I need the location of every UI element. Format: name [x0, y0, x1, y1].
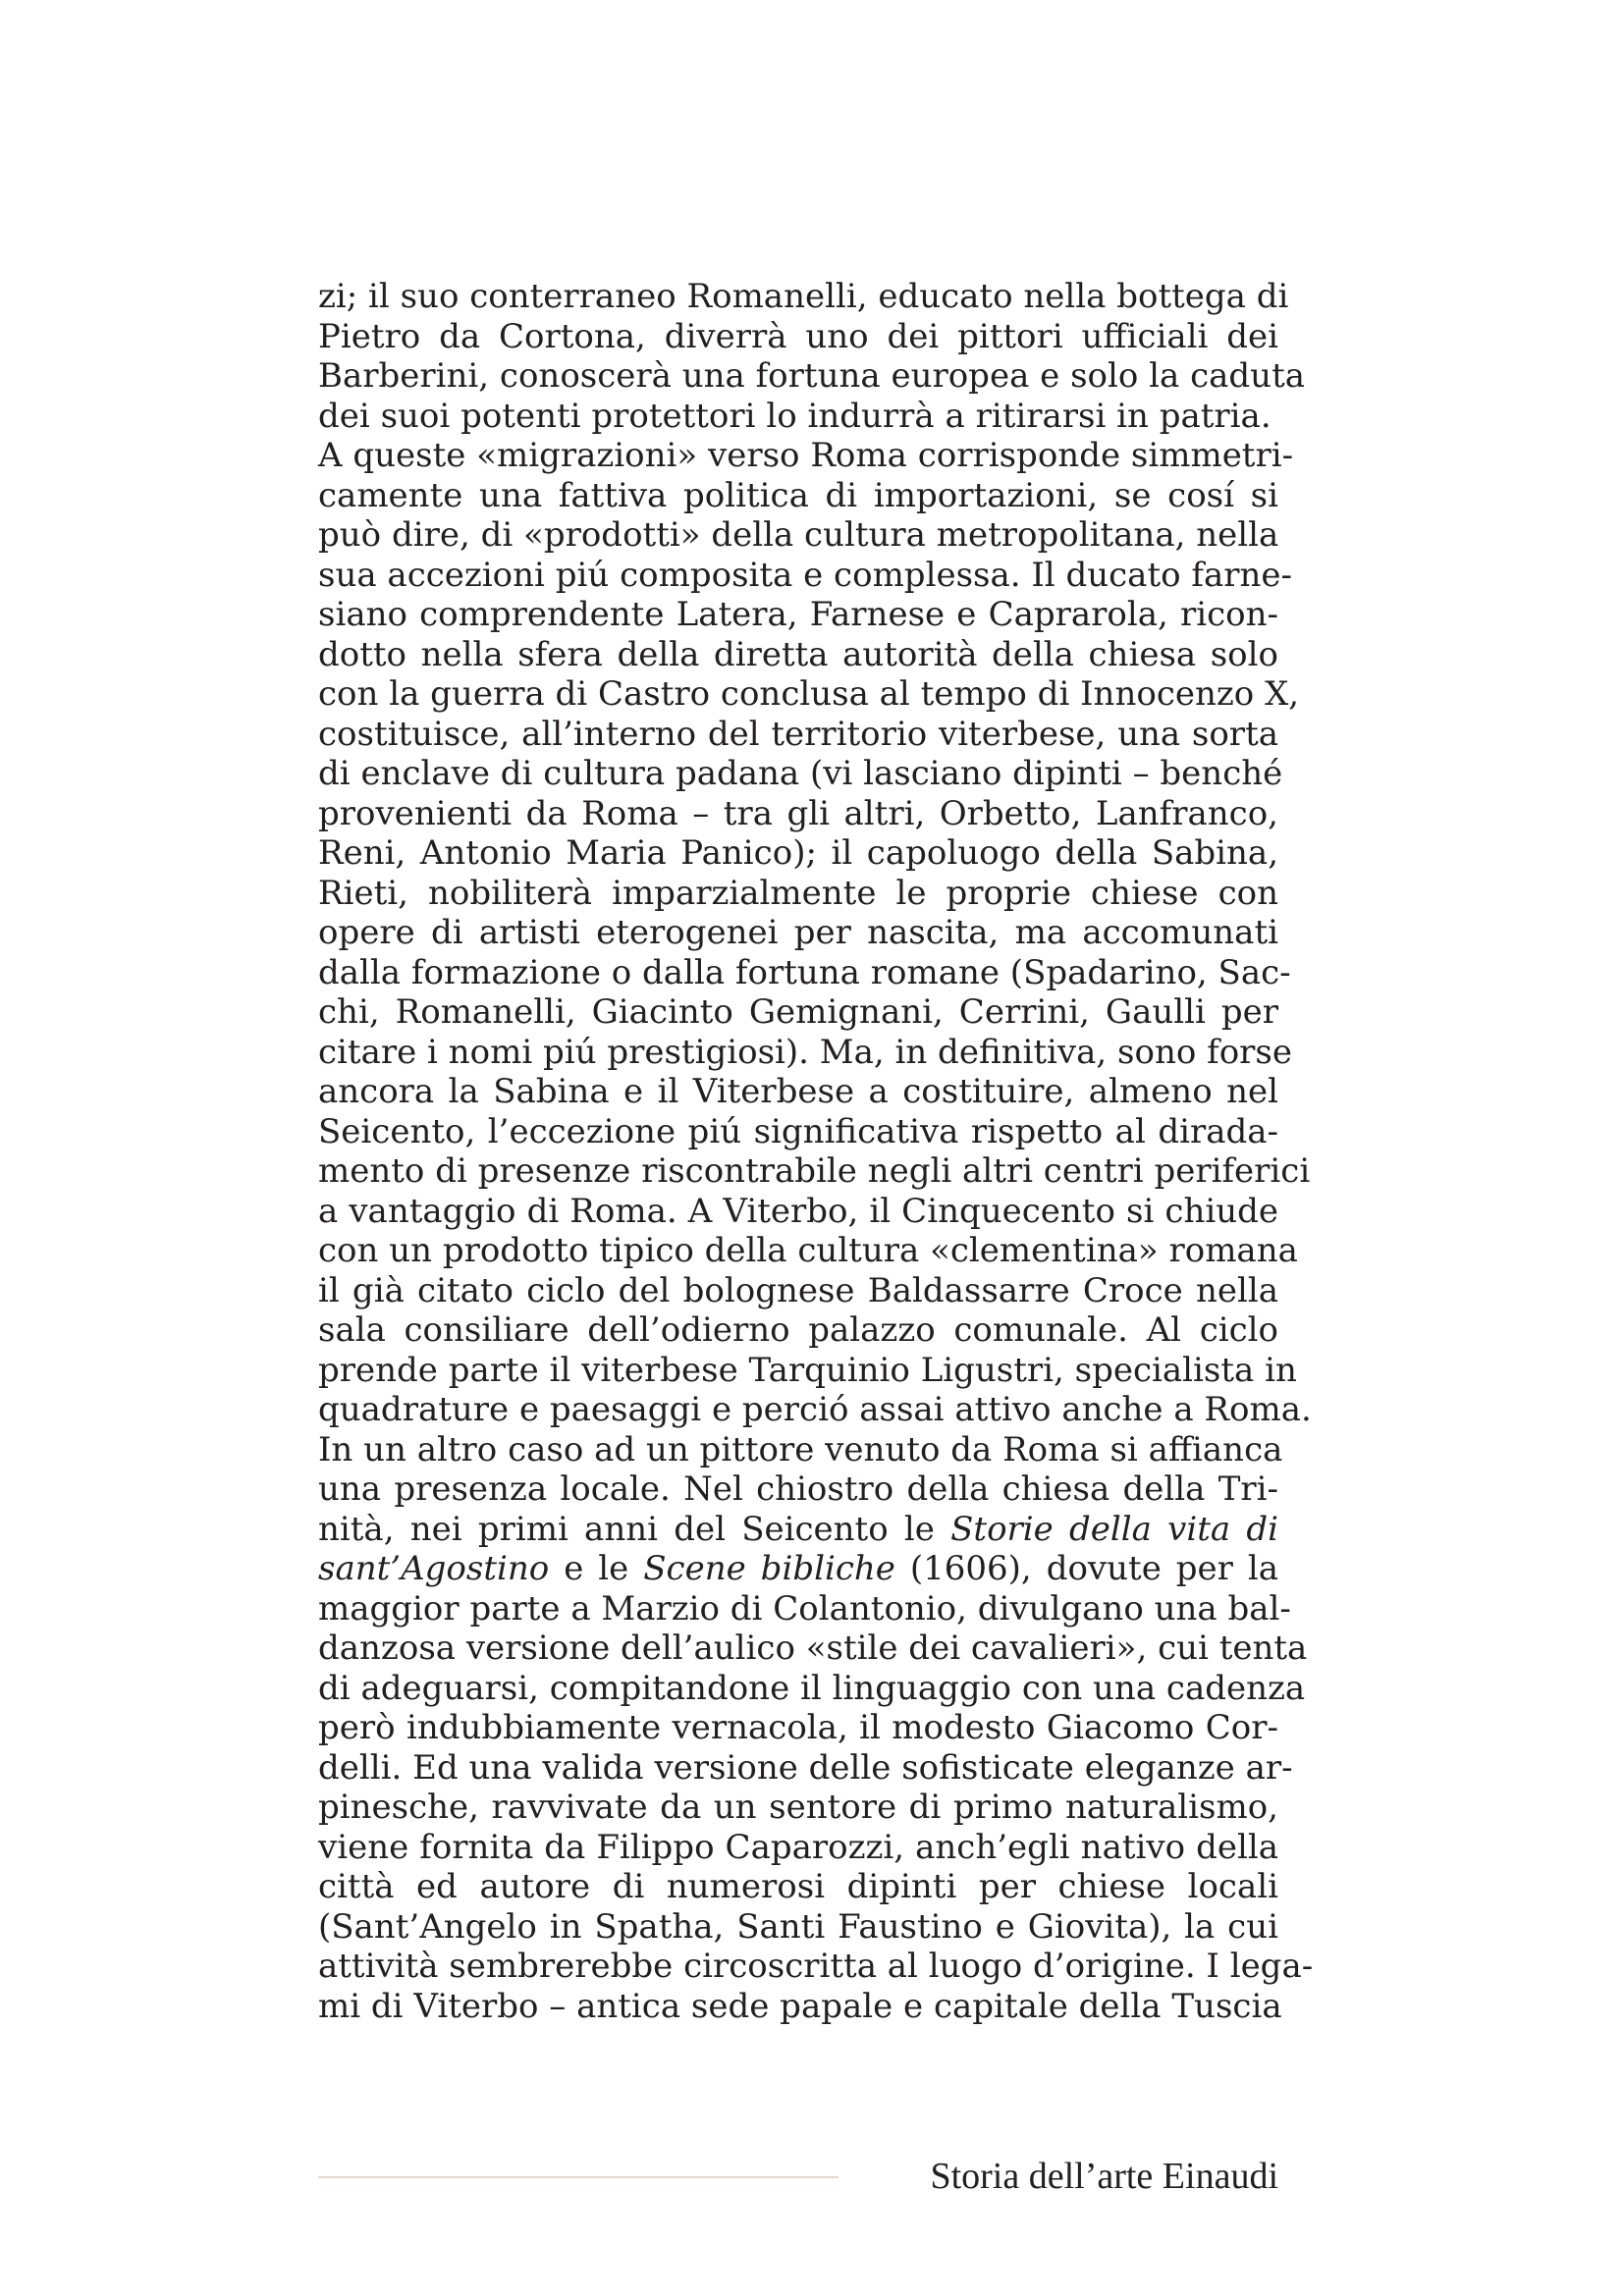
- text-run: In un altro caso ad un pittore venuto da Roma si affianca: [318, 1429, 1283, 1469]
- footer-rule: [318, 2176, 839, 2178]
- text-run: e le: [564, 1549, 629, 1588]
- text-run: quadrature e paesaggi e perció assai attivo anche a Roma.: [318, 1390, 1312, 1429]
- text-line: [318, 1032, 1292, 1073]
- footer-publication-title: Storia dell’arte Einaudi: [930, 2156, 1278, 2197]
- text-line: [318, 833, 1278, 874]
- text-run: costituisce, all’interno del territorio viterbese, una sorta: [318, 714, 1278, 754]
- text-run: danzosa versione dell’aulico «stile dei cavalieri», cui tenta: [318, 1629, 1308, 1668]
- text-line: [318, 1350, 1297, 1391]
- text-run: pinesche, ravvivate da un sentore di primo naturalismo,: [318, 1788, 1278, 1827]
- text-run: Seicento, l’eccezione piú significativa rispetto al dirada-: [318, 1111, 1278, 1151]
- text-run: prende parte il viterbese Tarquinio Ligustri, specialista in: [318, 1350, 1297, 1390]
- text-run: siano comprendente Latera, Farnese e Caprarola, ricon-: [318, 595, 1278, 634]
- text-line: [318, 794, 1278, 834]
- text-run: il già citato ciclo del bolognese Baldassarre Croce nella: [318, 1270, 1278, 1310]
- text-line: [318, 1629, 1308, 1669]
- text-line: [318, 992, 1278, 1033]
- text-line: [318, 1947, 1314, 1987]
- italic-title: sant’Agostino: [318, 1549, 550, 1588]
- page-footer: [318, 2153, 1278, 2200]
- text-line: [318, 1867, 1278, 1907]
- text-line: [318, 1788, 1278, 1828]
- text-line: [318, 1310, 1278, 1351]
- text-line: [318, 1271, 1278, 1311]
- text-run: delli. Ed una valida versione delle sofisticate eleganze ar-: [318, 1747, 1293, 1788]
- text-run: Rieti, nobiliterà imparzialmente le proprie chiese con: [318, 873, 1278, 913]
- text-run: Reni, Antonio Maria Panico); il capoluogo della Sabina,: [318, 833, 1278, 873]
- text-line: [318, 874, 1278, 914]
- text-run: viene fornita da Filippo Caparozzi, anch’egli nativo della: [318, 1827, 1278, 1867]
- text-line: [318, 1112, 1278, 1152]
- text-line: [318, 913, 1278, 953]
- text-run: Barberini, conoscerà una fortuna europea e solo la caduta: [318, 356, 1306, 396]
- text-line: [318, 1708, 1278, 1748]
- text-run: però indubbiamente vernacola, il modesto Giacomo Cor-: [318, 1708, 1278, 1747]
- text-run: zi; il suo conterraneo Romanelli, educato nella bottega di: [318, 277, 1289, 316]
- text-run: maggior parte a Marzio di Colantonio, divulgano una bal-: [318, 1588, 1291, 1629]
- text-run: dei suoi potenti protettori lo indurrà a ritirarsi in patria.: [318, 396, 1271, 436]
- text-line: [318, 595, 1278, 635]
- text-line: [318, 277, 1289, 317]
- text-run: provenienti da Roma – tra gli altri, Orbetto, Lanfranco,: [318, 793, 1278, 833]
- body-text: [318, 277, 1314, 2026]
- text-run: dalla formazione o dalla fortuna romane (Spadarino, Sac-: [318, 952, 1291, 992]
- text-line: [318, 674, 1300, 715]
- text-line: [318, 715, 1278, 755]
- text-line: [318, 397, 1278, 437]
- text-line: [318, 1192, 1278, 1232]
- text-line: [318, 1668, 1306, 1709]
- text-line: [318, 1390, 1312, 1430]
- text-line: [318, 754, 1283, 794]
- text-line: [318, 1588, 1291, 1629]
- text-run: nità, nei primi anni del Seicento le: [318, 1509, 935, 1549]
- text-run: con la guerra di Castro conclusa al tempo di Innocenzo X,: [318, 674, 1300, 714]
- text-run: può dire, di «prodotti» della cultura metropolitana, nella: [318, 515, 1279, 555]
- text-run: di adeguarsi, compitandone il linguaggio con una cadenza: [318, 1668, 1306, 1708]
- text-run: (Sant’Angelo in Spatha, Santi Faustino e Giovita), la cui: [318, 1906, 1278, 1947]
- text-run: A queste «migrazioni» verso Roma corrisponde simmetri-: [318, 436, 1294, 475]
- text-run: Pietro da Cortona, diverrà uno dei pittori ufficiali dei: [318, 316, 1278, 356]
- text-run: citare i nomi piú prestigiosi). Ma, in definitiva, sono forse: [318, 1032, 1292, 1072]
- text-run: attività sembrerebbe circoscritta al luogo d’origine. I lega-: [318, 1947, 1314, 1986]
- text-line: [318, 436, 1294, 476]
- text-run: opere di artisti eterogenei per nascita, ma accomunati: [318, 913, 1278, 952]
- text-run: camente una fattiva politica di importazioni, se cosí si: [318, 475, 1278, 515]
- text-line: [318, 555, 1292, 596]
- text-line: [318, 1907, 1278, 1948]
- text-line: [318, 1986, 1282, 2027]
- text-run: sala consiliare dell’odierno palazzo comunale. Al ciclo: [318, 1310, 1278, 1350]
- text-run: sua accezioni piú composita e complessa. Il ducato farne-: [318, 555, 1292, 595]
- text-run: mento di presenze riscontrabile negli altri centri periferici: [318, 1151, 1311, 1191]
- text-run: con un prodotto tipico della cultura «clementina» romana: [318, 1231, 1298, 1270]
- text-run: di enclave di cultura padana (vi lasciano dipinti – benché: [318, 754, 1283, 793]
- text-line: [318, 1549, 1278, 1589]
- text-line: [318, 1747, 1293, 1789]
- text-run: una presenza locale. Nel chiostro della chiesa della Tri-: [318, 1469, 1278, 1509]
- text-line: [318, 317, 1278, 357]
- text-line: [318, 952, 1291, 993]
- text-run: dotto nella sfera della diretta autorità della chiesa solo: [318, 634, 1278, 674]
- text-run: ancora la Sabina e il Viterbese a costituire, almeno nel: [318, 1072, 1278, 1111]
- text-run: città ed autore di numerosi dipinti per chiese locali: [318, 1867, 1278, 1906]
- text-line: [318, 635, 1278, 675]
- text-line: [318, 1510, 1278, 1550]
- text-line: [318, 1151, 1311, 1192]
- text-run: chi, Romanelli, Giacinto Gemignani, Cerrini, Gaulli per: [318, 992, 1278, 1032]
- text-run: a vantaggio di Roma. A Viterbo, il Cinquecento si chiude: [318, 1191, 1278, 1231]
- text-line: [318, 1429, 1283, 1470]
- italic-title: Scene bibliche: [643, 1549, 895, 1588]
- text-line: [318, 1469, 1278, 1510]
- text-line: [318, 356, 1306, 397]
- text-line: [318, 1828, 1278, 1868]
- italic-title: Storie della vita di: [950, 1509, 1278, 1549]
- text-line: [318, 1231, 1298, 1271]
- text-line: [318, 1072, 1278, 1112]
- text-run: (1606), dovute per la: [909, 1549, 1279, 1588]
- text-line: [318, 515, 1278, 556]
- text-run: mi di Viterbo – antica sede papale e capitale della Tuscia: [318, 1986, 1282, 2026]
- text-line: [318, 476, 1278, 516]
